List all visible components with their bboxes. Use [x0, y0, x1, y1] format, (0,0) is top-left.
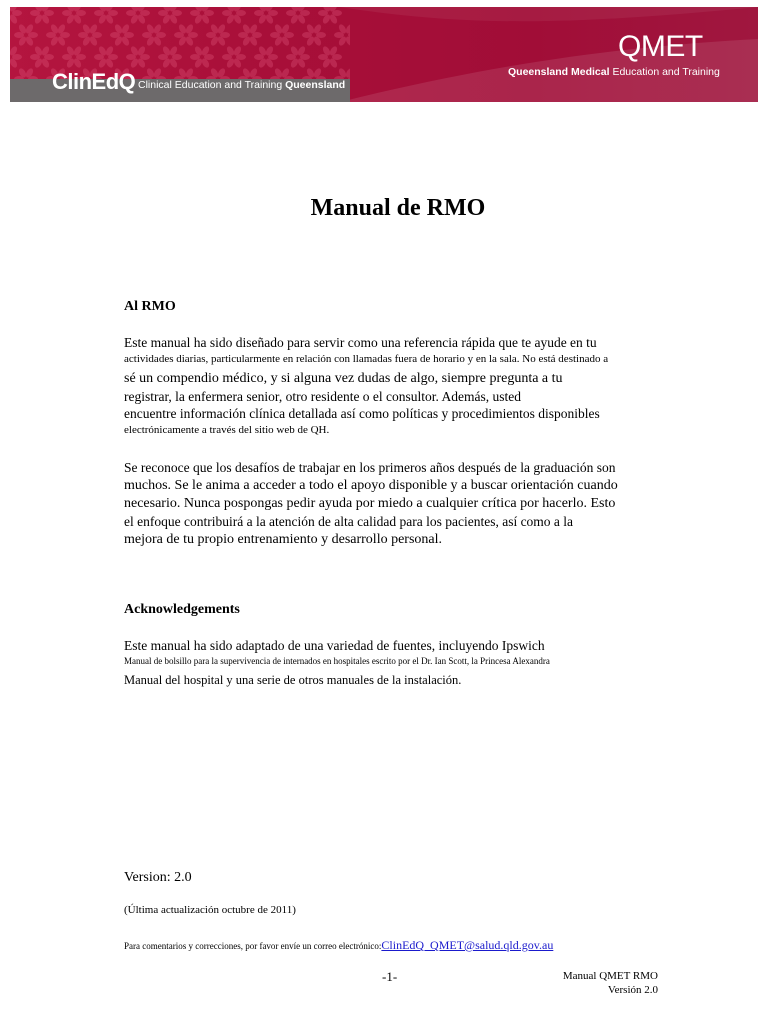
paragraph-line: Manual del hospital y una serie de otros manuales de la instalación.	[124, 673, 462, 687]
last-update-label: (Última actualización octubre de 2011)	[124, 904, 296, 916]
paragraph-line: Manual de bolsillo para la supervivencia de internados en hospitales escrito por el Dr. Ian Scott, la Princesa Alexandra	[124, 656, 550, 666]
paragraph-line: sé un compendio médico, y si alguna vez dudas de algo, siempre pregunta a tu	[124, 371, 563, 386]
paragraph-line: Este manual ha sido diseñado para servir como una referencia rápida que te ayude en tu	[124, 335, 597, 350]
page-title: Manual de RMO	[310, 195, 486, 221]
clinedq-logo: ClinEdQ	[52, 69, 136, 94]
qmet-tagline-text: Education and Training	[612, 66, 720, 78]
qmet-tagline-bold: Queensland Medical	[508, 66, 613, 78]
contact-prefix: Para comentarios y correcciones, por favor envíe un correo electrónico:	[124, 941, 382, 951]
paragraph-line: muchos. Se le anima a acceder a todo el apoyo disponible y a buscar orientación cuando	[124, 478, 618, 493]
paragraph-line: registrar, la enfermera senior, otro residente o el consultor. Además, usted	[124, 389, 522, 404]
paragraph-line: mejora de tu propio entrenamiento y desarrollo personal.	[124, 532, 443, 547]
footer-doc-version: Versión 2.0	[607, 984, 658, 996]
paragraph-line: actividades diarias, particularmente en relación con llamadas fuera de horario y en la sala. No está destinado a	[124, 353, 609, 365]
clinedq-tagline	[138, 79, 345, 91]
contact-line	[124, 936, 553, 954]
footer-doc-name: Manual QMET RMO	[562, 970, 658, 982]
paragraph-line: necesario. Nunca pospongas pedir ayuda por miedo a cualquier crítica por hacerlo. Esto	[124, 496, 616, 511]
footer-doc-info	[563, 969, 658, 997]
clinedq-tagline-text: Clinical Education and Training	[138, 79, 286, 91]
clinedq-tagline-bold: Queensland	[285, 79, 346, 91]
qmet-logo: QMET	[618, 30, 703, 63]
version-label: Version: 2.0	[124, 870, 192, 885]
page-number: -1-	[382, 969, 398, 984]
paragraph-line: encuentre información clínica detallada así como políticas y procedimientos disponibles	[124, 406, 600, 421]
paragraph-line: Este manual ha sido adaptado de una variedad de fuentes, incluyendo Ipswich	[124, 638, 545, 653]
paragraph-line: Se reconoce que los desafíos de trabajar en los primeros años después de la graduación son	[124, 460, 616, 475]
section-heading-al-rmo: Al RMO	[124, 299, 176, 314]
qmet-tagline	[508, 66, 720, 78]
section-heading-acknowledgements: Acknowledgements	[124, 602, 240, 617]
paragraph-line: el enfoque contribuirá a la atención de alta calidad para los pacientes, así como a la	[124, 514, 574, 529]
paragraph-line: electrónicamente a través del sitio web de QH.	[124, 424, 330, 436]
contact-email-link[interactable]: ClinEdQ_QMET@salud.qld.gov.au	[381, 938, 554, 952]
